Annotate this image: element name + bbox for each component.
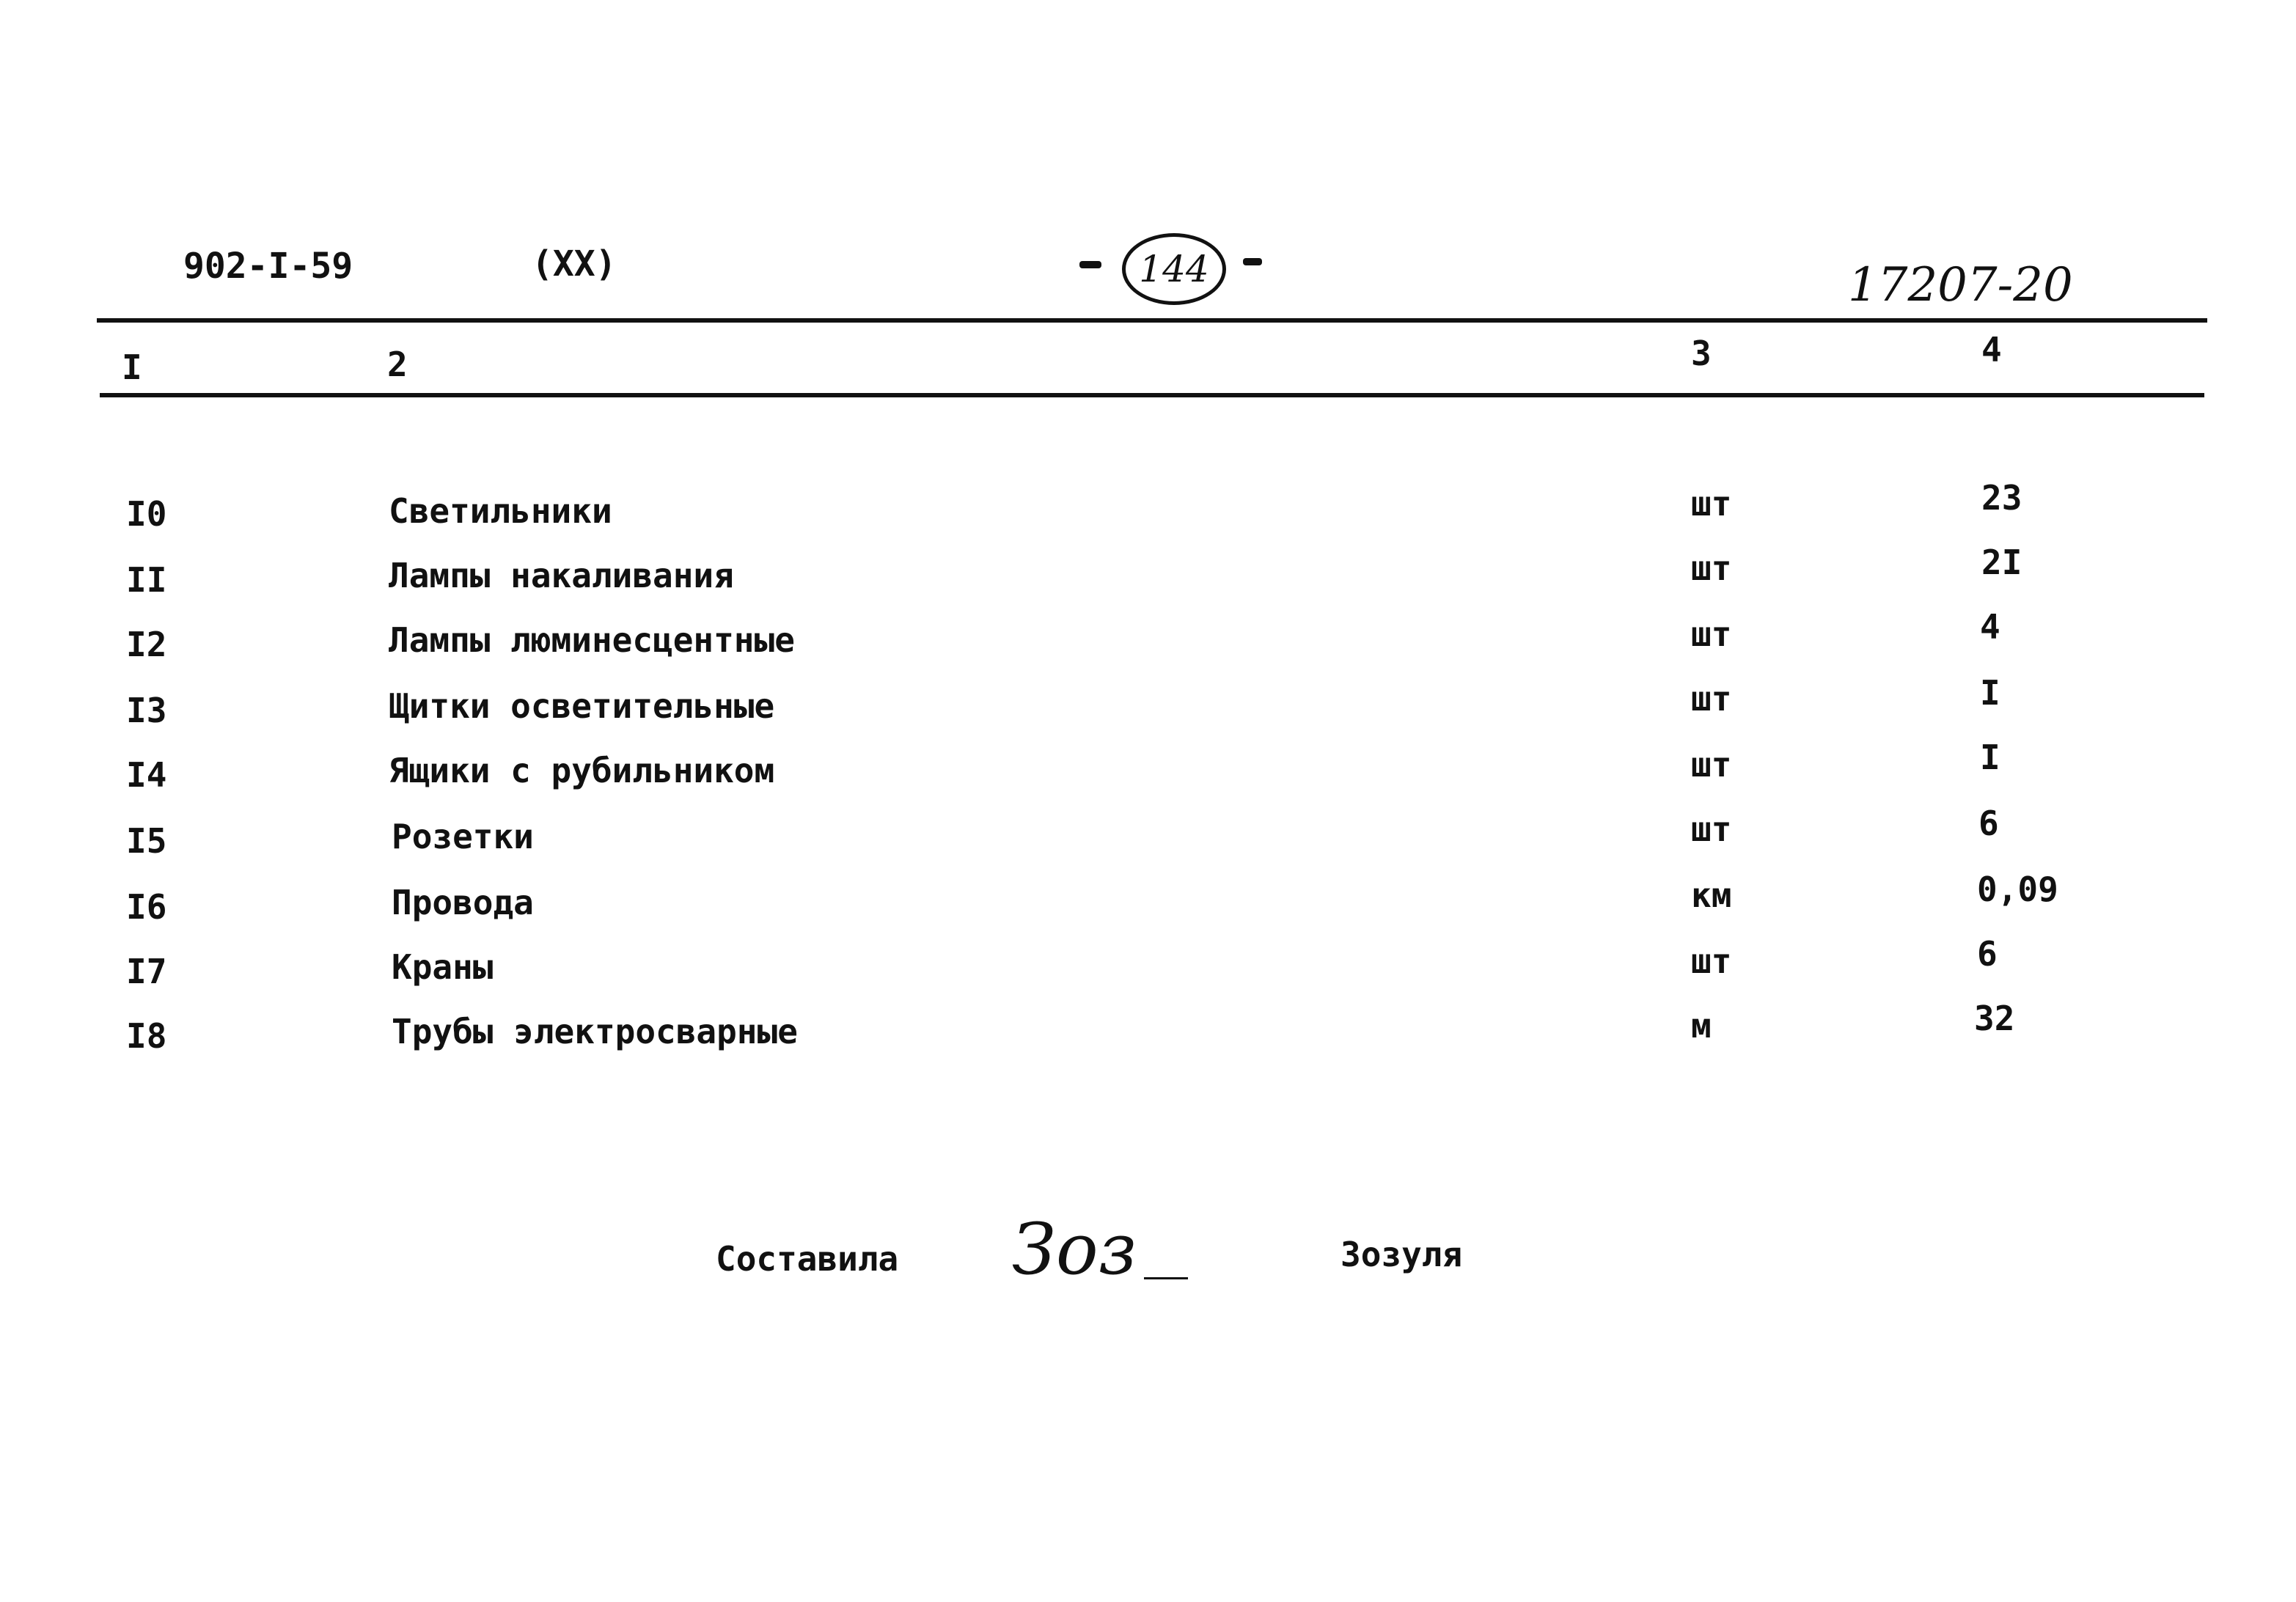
item-unit: шт	[1691, 484, 1732, 523]
compiler-name: Зозуля	[1340, 1235, 1463, 1274]
item-unit: шт	[1691, 809, 1732, 849]
document-code: 902-I-59	[183, 246, 353, 287]
item-name: Розетки	[392, 817, 534, 856]
top-rule	[97, 318, 2207, 323]
item-name: Лампы люминесцентные	[389, 620, 795, 660]
item-name: Светильники	[389, 491, 612, 531]
item-unit: шт	[1691, 614, 1732, 654]
item-unit: м	[1691, 1006, 1712, 1046]
item-quantity: 6	[1977, 934, 1998, 974]
item-name: Ящики с рубильником	[389, 751, 775, 790]
item-unit: шт	[1691, 941, 1732, 981]
header-rule	[100, 393, 2204, 397]
item-quantity: I	[1980, 673, 2000, 713]
volume-number: (XX)	[532, 243, 617, 284]
page-dash-right	[1243, 258, 1262, 265]
item-quantity: 2I	[1981, 543, 2022, 582]
item-quantity: 0,09	[1977, 870, 2058, 909]
item-name: Трубы электросварные	[392, 1012, 798, 1051]
signature-stroke	[1144, 1277, 1188, 1279]
column-header-2: 2	[387, 345, 408, 384]
signature: Зоз	[1012, 1208, 1137, 1290]
item-quantity: 32	[1974, 999, 2015, 1038]
item-unit: шт	[1691, 745, 1732, 785]
row-number: I3	[126, 691, 167, 730]
item-name: Краны	[392, 947, 494, 987]
page-dash-left	[1079, 261, 1101, 268]
row-number: I2	[126, 625, 167, 664]
column-header-1: I	[122, 348, 142, 387]
item-name: Лампы накаливания	[389, 556, 734, 595]
row-number: I8	[126, 1016, 167, 1056]
row-number: I7	[126, 952, 167, 991]
item-quantity: 6	[1978, 804, 1999, 843]
item-quantity: 23	[1981, 478, 2022, 518]
page-number: 144	[1122, 233, 1226, 305]
item-quantity: 4	[1980, 607, 2000, 647]
row-number: II	[126, 560, 167, 600]
row-number: I0	[126, 494, 167, 534]
compiled-by-label: Составила	[716, 1239, 899, 1279]
item-name: Провода	[392, 883, 534, 922]
item-unit: шт	[1691, 548, 1732, 588]
item-unit: шт	[1691, 679, 1732, 719]
row-number: I6	[126, 887, 167, 927]
row-number: I4	[126, 755, 167, 795]
item-name: Щитки осветительные	[389, 686, 775, 726]
column-header-3: 3	[1691, 334, 1712, 373]
row-number: I5	[126, 821, 167, 861]
column-header-4: 4	[1981, 330, 2002, 370]
inventory-number: 17207-20	[1848, 258, 2073, 312]
item-unit: км	[1691, 875, 1732, 915]
item-quantity: I	[1980, 738, 2000, 777]
